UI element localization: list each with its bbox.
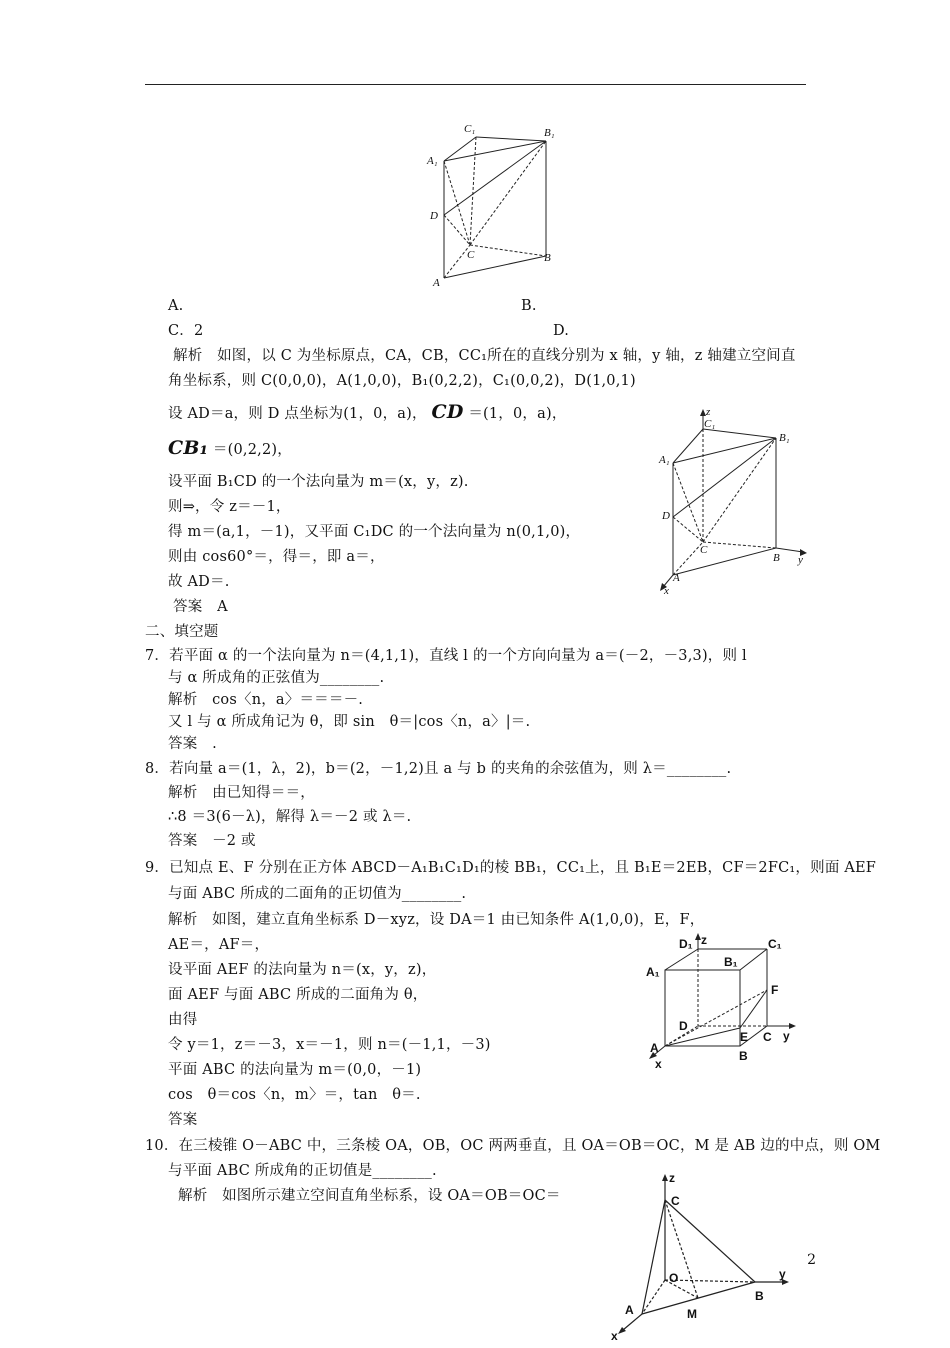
fig3-label-d1: D₁: [679, 937, 693, 951]
fig4-label-y: y: [779, 1267, 786, 1281]
fig3-label-d: D: [679, 1019, 688, 1033]
text-line: [168, 402, 567, 424]
text-line: 得 m＝(a,1，－1)，又平面 C₁DC 的一个法向量为 n(0,1,0)，: [168, 524, 581, 540]
text-line: 解析 如图所示建立空间直角坐标系，设 OA＝OB＝OC＝: [178, 1188, 561, 1204]
text-line: 角坐标系，则 C(0,0,0)，A(1,0,0)，B₁(0,2,2)，C₁(0,0,2)，D(1,0,1): [168, 373, 636, 389]
fig1-label-b: B: [544, 252, 551, 264]
fig2-label-b: B: [773, 552, 780, 564]
fig2-label-d: D: [662, 510, 670, 522]
fig3-label-a1: A₁: [646, 965, 660, 979]
header-rule: [145, 84, 806, 85]
fig2-label-b1: B₁: [779, 432, 790, 444]
text-line: 答案 －2 或: [168, 833, 256, 849]
text-line: 面 AEF 与面 ABC 所成的二面角为 θ，: [168, 987, 428, 1003]
figure-tetrahedron: [605, 1170, 805, 1348]
text-line: 答案 .: [168, 736, 217, 752]
text-line: 则⇒，令 z＝－1，: [168, 499, 291, 515]
text-line: 故 AD＝.: [168, 574, 230, 590]
text-line: 8．若向量 a＝(1，λ，2)，b＝(2，－1,2)且 a 与 b 的夹角的余弦值为，则 λ＝________.: [145, 761, 732, 777]
text-line: 7．若平面 α 的一个法向量为 n＝(4,1,1)，直线 l 的一个方向向量为 a＝(－2，－3,3)，则 l: [145, 648, 747, 664]
fig4-label-z: z: [669, 1171, 675, 1185]
fig4-label-o: O: [669, 1271, 679, 1285]
fig3-label-z: z: [701, 933, 707, 947]
fig3-label-x: x: [655, 1057, 662, 1071]
text-line: 答案 A: [173, 599, 228, 615]
option-a: A.: [168, 298, 184, 314]
fig3-label-b1: B₁: [724, 955, 738, 969]
text-line: 解析 如图，以 C 为坐标原点，CA，CB，CC₁所在的直线分别为 x 轴，y 轴，z 轴建立空间直: [173, 348, 796, 364]
text-line: 10．在三棱锥 O－ABC 中，三条棱 OA，OB，OC 两两垂直，且 OA＝OB＝OC，M 是 AB 边的中点，则 OM: [145, 1138, 881, 1154]
vector-cb1: CB₁: [168, 437, 209, 459]
text-line: 与 α 所成角的正弦值为________.: [168, 670, 385, 686]
page-number: 2: [807, 1252, 816, 1268]
fig3-label-c: C: [763, 1030, 772, 1044]
fig1-label-b1: B₁: [544, 127, 555, 139]
text-line: 9．已知点 E、F 分别在正方体 ABCD－A₁B₁C₁D₁的棱 BB₁，CC₁上，且 B₁E＝2EB，CF＝2FC₁，则面 AEF: [145, 860, 877, 876]
fig3-label-a: A: [650, 1041, 659, 1055]
text-line: 设平面 B₁CD 的一个法向量为 m＝(x，y，z).: [168, 474, 469, 490]
text-line: 设平面 AEF 的法向量为 n＝(x，y，z)，: [168, 962, 437, 978]
fig2-label-y: y: [798, 554, 803, 566]
fig3-label-b: B: [739, 1049, 748, 1063]
text-line: 令 y＝1，z＝－3，x＝－1，则 n＝(－1,1，－3): [168, 1037, 491, 1053]
fig3-label-y: y: [783, 1029, 790, 1043]
fig3-label-c1: C₁: [768, 937, 782, 951]
fig1-label-c1: C₁: [464, 123, 476, 135]
text-line: [168, 438, 292, 460]
text-line: 答案: [168, 1112, 198, 1128]
text-span: ＝(1，0，a)，: [468, 406, 567, 422]
fig4-label-c: C: [671, 1194, 680, 1208]
fig1-label-a: A: [433, 277, 440, 289]
text-line: 由得: [168, 1012, 198, 1028]
text-line: 则由 cos60°＝，得＝，即 a＝，: [168, 549, 385, 565]
fig1-label-a1: A₁: [427, 155, 438, 167]
fig4-label-x: x: [611, 1329, 618, 1343]
fig4-label-m: M: [687, 1307, 697, 1321]
option-b: B.: [521, 298, 537, 314]
text-line: 平面 ABC 的法向量为 m＝(0,0，－1): [168, 1062, 422, 1078]
text-line: 又 l 与 α 所成角记为 θ，即 sin θ＝|cos〈n，a〉|＝.: [168, 714, 531, 730]
text-line: 解析 如图，建立直角坐标系 D－xyz，设 DA＝1 由已知条件 A(1,0,0)，E，F，: [168, 912, 705, 928]
text-line: ∴8 ＝3(6－λ)，解得 λ＝－2 或 λ＝.: [168, 809, 412, 825]
text-line: cos θ＝cos〈n，m〉＝，tan θ＝.: [168, 1087, 421, 1103]
fig4-label-b: B: [755, 1289, 764, 1303]
fig3-label-f: F: [771, 983, 779, 997]
text-line: 与平面 ABC 所成角的正切值是________.: [168, 1163, 437, 1179]
text-span: ＝(0,2,2)，: [212, 442, 292, 458]
fig3-label-e: E: [740, 1030, 749, 1044]
vector-cd: CD: [431, 401, 464, 423]
fig2-label-a: A: [673, 572, 680, 584]
fig2-label-c: C: [700, 544, 708, 556]
fig1-label-d: D: [430, 210, 438, 222]
fig4-label-a: A: [625, 1303, 634, 1317]
text-span: 设 AD＝a，则 D 点坐标为(1，0，a)，: [168, 406, 427, 422]
option-c: C．2: [168, 323, 204, 339]
text-line: AE＝，AF＝，: [168, 937, 270, 953]
fig2-label-c1: C₁: [704, 418, 716, 430]
figure-prism-2: [655, 405, 815, 604]
text-line: 与面 ABC 所成的二面角的正切值为________.: [168, 886, 467, 902]
figure-cube: [640, 928, 805, 1074]
fig1-label-c: C: [467, 249, 475, 261]
text-line: 解析 由已知得＝＝，: [168, 785, 315, 801]
option-d: D.: [553, 323, 570, 339]
fig2-label-x: x: [664, 585, 669, 597]
figure-prism-1: [420, 118, 570, 297]
fig2-label-z: z: [706, 406, 711, 418]
fig2-label-a1: A₁: [659, 454, 670, 466]
text-line: 解析 cos〈n，a〉＝＝＝－.: [168, 692, 364, 708]
section-heading: 二、填空题: [145, 624, 219, 640]
